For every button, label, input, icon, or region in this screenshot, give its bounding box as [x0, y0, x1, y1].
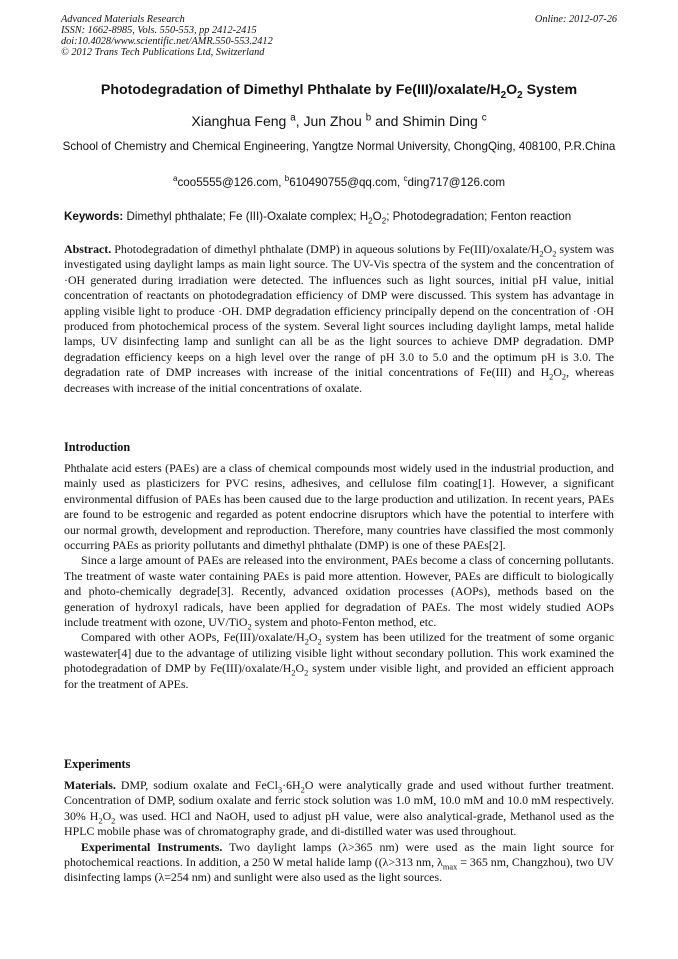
title-text: Photodegradation of Dimethyl Phthalate by Fe(III)/oxalate/H: [100, 82, 501, 98]
email-sup: a: [172, 174, 178, 184]
exp-text: O: [102, 808, 112, 823]
title-text: System: [522, 82, 578, 98]
intro-text: system has been utilized for the treatment of some organic wastewater[4] due to the advantage of utilizing visible light without secondary pollution. This work examined the photodegradation of DMP by Fe(III)/oxalate/H: [64, 630, 614, 676]
author-name: Xianghua Feng: [191, 113, 291, 129]
exp-sub: 2: [98, 816, 103, 826]
author-emails: [40, 175, 638, 190]
keywords-text: O: [372, 210, 382, 223]
instruments-label: Experimental Instruments.: [81, 839, 223, 854]
issn-line: ISSN: 1662-8985, Vols. 550-553, pp 2412-2415: [61, 25, 257, 36]
intro-paragraph-3: [64, 630, 614, 692]
keywords-text: Dimethyl phthalate; Fe (III)-Oxalate complex; H: [123, 210, 369, 223]
exp-text: Two daylight lamps (λ>365 nm) were used as the main light source for photochemical reactions. In addition, a 250 W metal halide lamp ((λ>313 nm, λ: [64, 839, 614, 870]
intro-sub: 2: [247, 622, 252, 632]
author-name: , Jun Zhou: [295, 113, 366, 129]
exp-sub: 3: [277, 785, 283, 795]
abstract-text: O: [543, 242, 553, 256]
author-sup: a: [290, 112, 296, 124]
exp-sub: max: [442, 862, 458, 872]
intro-text: O: [295, 661, 305, 676]
exp-sub: 2: [300, 785, 305, 795]
intro-text: Compared with other AOPs, Fe(III)/oxalate/H: [81, 630, 305, 645]
exp-text: was used. HCl and NaOH, used to adjust pH value, were also analytical-grade, Methanol used as the HPLC mobile phase was of chromatography grade, and di-distilled water was used throughout.: [64, 808, 614, 839]
intro-text: system under visible light, and provided an efficient approach for the treatment of APEs.: [64, 661, 614, 691]
author-list: [40, 112, 638, 130]
affiliation: School of Chemistry and Chemical Engineering, Yangtze Normal University, ChongQing, 408100, P.R.China: [62, 140, 616, 153]
paper-title: [40, 81, 638, 99]
exp-text: = 365 nm, Changzhou), two UV disinfecting lamps (λ=254 nm) and sunlight were also used as the light sources.: [64, 855, 614, 885]
exp-sub: 2: [111, 816, 116, 826]
exp-text: ·6H: [282, 778, 301, 792]
intro-text: Since a large amount of PAEs are released into the environment, PAEs become a class of concerning pollutants. The treatment of waste water containing PAEs is paid more attention. However, PAEs are difficult to biologically and photo-chemically degrade[3]. Recently, advanced oxidation processes (AOPs), methods based on the generation of hydroxyl radicals, have been applied for degradation of PAEs. The most widely studied AOPs include treatment with ozone, UV/TiO: [64, 553, 614, 630]
abstract-sub: 2: [552, 249, 557, 259]
intro-sub: 2: [304, 668, 309, 678]
instruments-paragraph: [64, 840, 614, 886]
author-sup: b: [365, 112, 372, 124]
email-link[interactable]: coo5555@126.com,: [177, 176, 285, 189]
keywords-label: Keywords:: [64, 210, 124, 223]
title-sub: 2: [500, 89, 507, 101]
section-heading-introduction: Introduction: [64, 440, 131, 454]
email-link[interactable]: ding717@126.com: [407, 176, 506, 189]
section-heading-experiments: Experiments: [64, 757, 131, 771]
abstract-sub: 2: [539, 249, 544, 259]
email-sup: b: [284, 174, 290, 184]
intro-paragraph-2: [64, 553, 614, 630]
keywords-sub: 2: [368, 216, 373, 226]
abstract-text: system was investigated using daylight lamps as main light source. The UV-Vis spectra of the system and the concentration of ·OH generated during irradiation were detected. The influences such as light sources, initial pH value, initial concentration of reactants on photodegradation efficiency of DMP were discussed. This system has advantage in appling visible light to produce ·OH. DMP degradation efficiency principally depend on the concentration of ·OH produced from photochemical process of the system. Several light sources including daylight lamps, metal halide lamps, UV disinfecting lamp and sunlight can all be as the light sources to achieve DMP degradation. DMP degradation efficiency keeps on a high level over the range of pH 3.0 to 5.0 and the optimum pH is 3.0. The degradation rate of DMP increases with increase of the initial concentrations of Fe(III) and H: [64, 242, 614, 380]
abstract-sub: 2: [549, 372, 554, 382]
abstract: [64, 242, 614, 396]
author-name: and Shimin Ding: [371, 113, 482, 129]
journal-name: Advanced Materials Research: [61, 14, 185, 25]
online-date: Online: 2012-07-26: [534, 14, 617, 25]
intro-text: O: [308, 630, 318, 645]
introduction-body: [64, 461, 614, 692]
materials-label: Materials.: [64, 778, 116, 792]
keywords: [64, 209, 620, 224]
doi-line: doi:10.4028/www.scientific.net/AMR.550-553.2412: [61, 36, 273, 47]
exp-text: DMP, sodium oxalate and FeCl: [115, 778, 278, 792]
abstract-text: O: [553, 365, 562, 380]
intro-paragraph-1: Phthalate acid esters (PAEs) are a class of chemical compounds most widely used in the industrial production, and mainly used as plasticizers for PVC resins, adhesives, and cellulose film coating[1]. However, a significant environmental diffusion of PAEs has been caused due to the large production and utilization. In recent years, PAEs are found to be estrogenic and regarded as potent endocrine disruptors which have the potential to interfere with our normal growth, development and reproduction. Therefore, many countries have classified the most commonly occurring PAEs as priority pollutants and dimethyl phthalate (DMP) is one of these PAEs[2].: [64, 461, 614, 553]
abstract-text: Photodegradation of dimethyl phthalate (DMP) in aqueous solutions by Fe(III)/oxalate/H: [111, 242, 540, 256]
abstract-label: Abstract.: [64, 242, 112, 256]
copyright-line: © 2012 Trans Tech Publications Ltd, Switzerland: [61, 47, 265, 58]
abstract-sub: 2: [561, 372, 567, 382]
abstract-text: , whereas decreases with increase of the initial concentrations of oxalate.: [64, 365, 614, 395]
email-link[interactable]: 610490755@qq.com,: [289, 176, 404, 189]
author-sup: c: [481, 112, 487, 124]
intro-text: system and photo-Fenton method, etc.: [251, 615, 437, 630]
keywords-sub: 2: [381, 216, 387, 226]
materials-paragraph: [64, 778, 614, 840]
journal-header: [61, 14, 617, 58]
intro-sub: 2: [291, 668, 296, 678]
exp-text: O were analytically grade and used without further treatment. Concentration of DMP, sodium oxalate and ferric stock solution was 1.0 mM, 10.0 mM and 10.0 mM respectively. 30% H: [64, 778, 615, 823]
email-sup: c: [403, 174, 408, 184]
intro-sub: 2: [304, 637, 309, 647]
keywords-text: ; Photodegradation; Fenton reaction: [386, 210, 572, 223]
experiments-body: [64, 778, 614, 886]
title-sub: 2: [517, 89, 523, 101]
title-text: O: [506, 82, 518, 98]
intro-sub: 2: [317, 637, 322, 647]
